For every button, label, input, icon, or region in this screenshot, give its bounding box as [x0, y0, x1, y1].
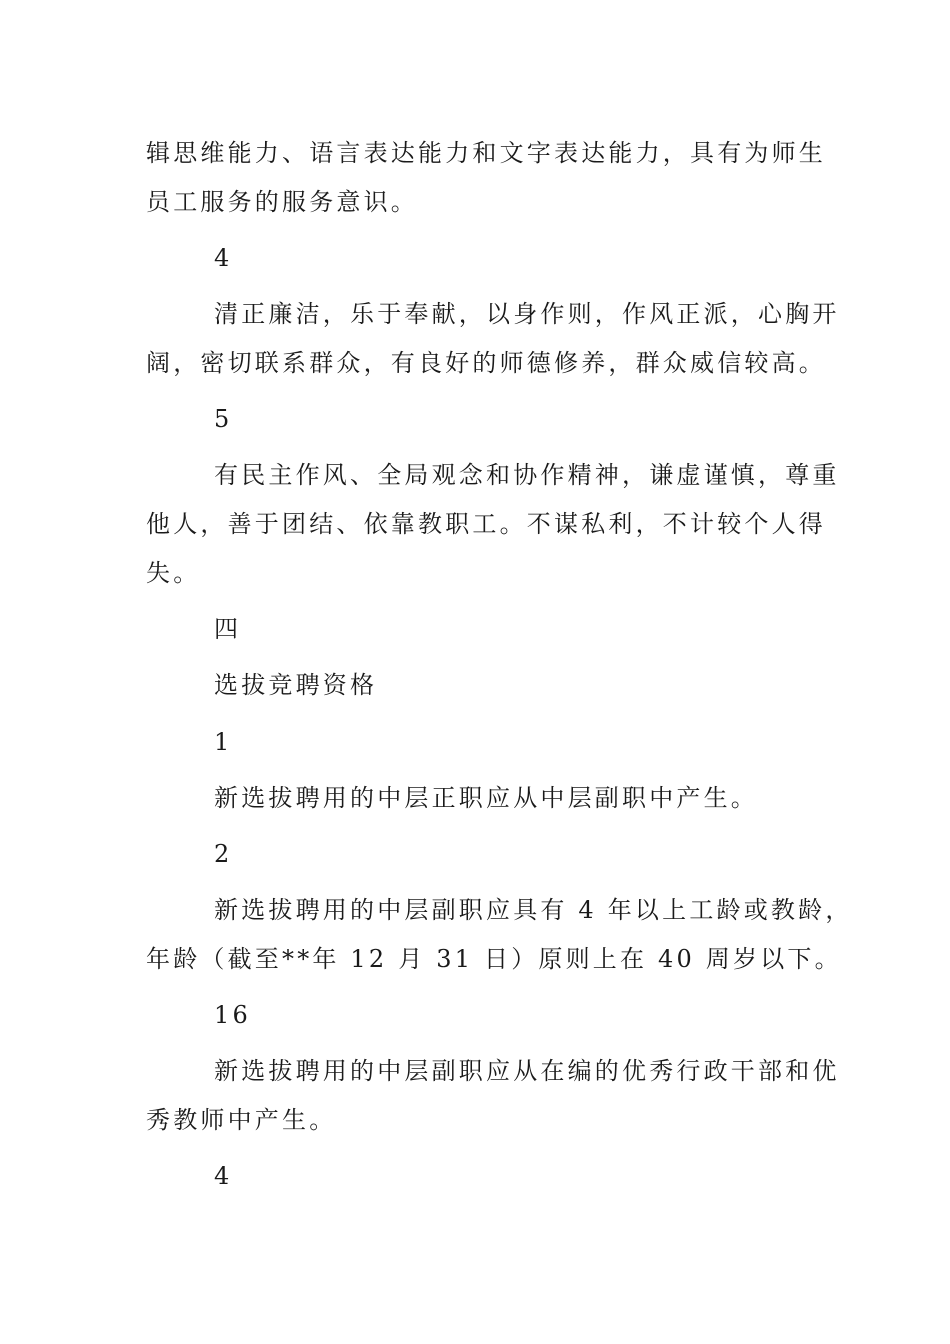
- text-line: 员工服务的服务意识。: [146, 188, 418, 216]
- item-number: 5: [214, 405, 233, 433]
- text-line: 新选拔聘用的中层副职应从在编的优秀行政干部和优: [214, 1057, 840, 1085]
- item-number: 2: [214, 840, 233, 868]
- text-line: 新选拔聘用的中层副职应具有 4 年以上工龄或教龄，: [214, 896, 853, 924]
- item-number: 1: [214, 728, 233, 756]
- text-line: 新选拔聘用的中层正职应从中层副职中产生。: [214, 784, 758, 812]
- text-line: 有民主作风、全局观念和协作精神，谦虚谨慎，尊重: [214, 461, 840, 489]
- item-number: 16: [214, 1001, 251, 1029]
- section-number: 四: [214, 615, 242, 643]
- section-heading: 选拔竞聘资格: [214, 671, 378, 699]
- text-line: 清正廉洁，乐于奉献，以身作则，作风正派，心胸开: [214, 300, 840, 328]
- item-number: 4: [214, 1162, 233, 1190]
- item-number: 4: [214, 244, 233, 272]
- text-line: 秀教师中产生。: [146, 1106, 337, 1134]
- text-line: 年龄（截至**年 12 月 31 日）原则上在 40 周岁以下。: [146, 945, 842, 973]
- text-line: 辑思维能力、语言表达能力和文字表达能力，具有为师生: [146, 139, 826, 167]
- text-line: 阔，密切联系群众，有良好的师德修养，群众威信较高。: [146, 349, 826, 377]
- text-line: 他人，善于团结、依靠教职工。不谋私利，不计较个人得: [146, 510, 826, 538]
- text-line: 失。: [146, 559, 201, 587]
